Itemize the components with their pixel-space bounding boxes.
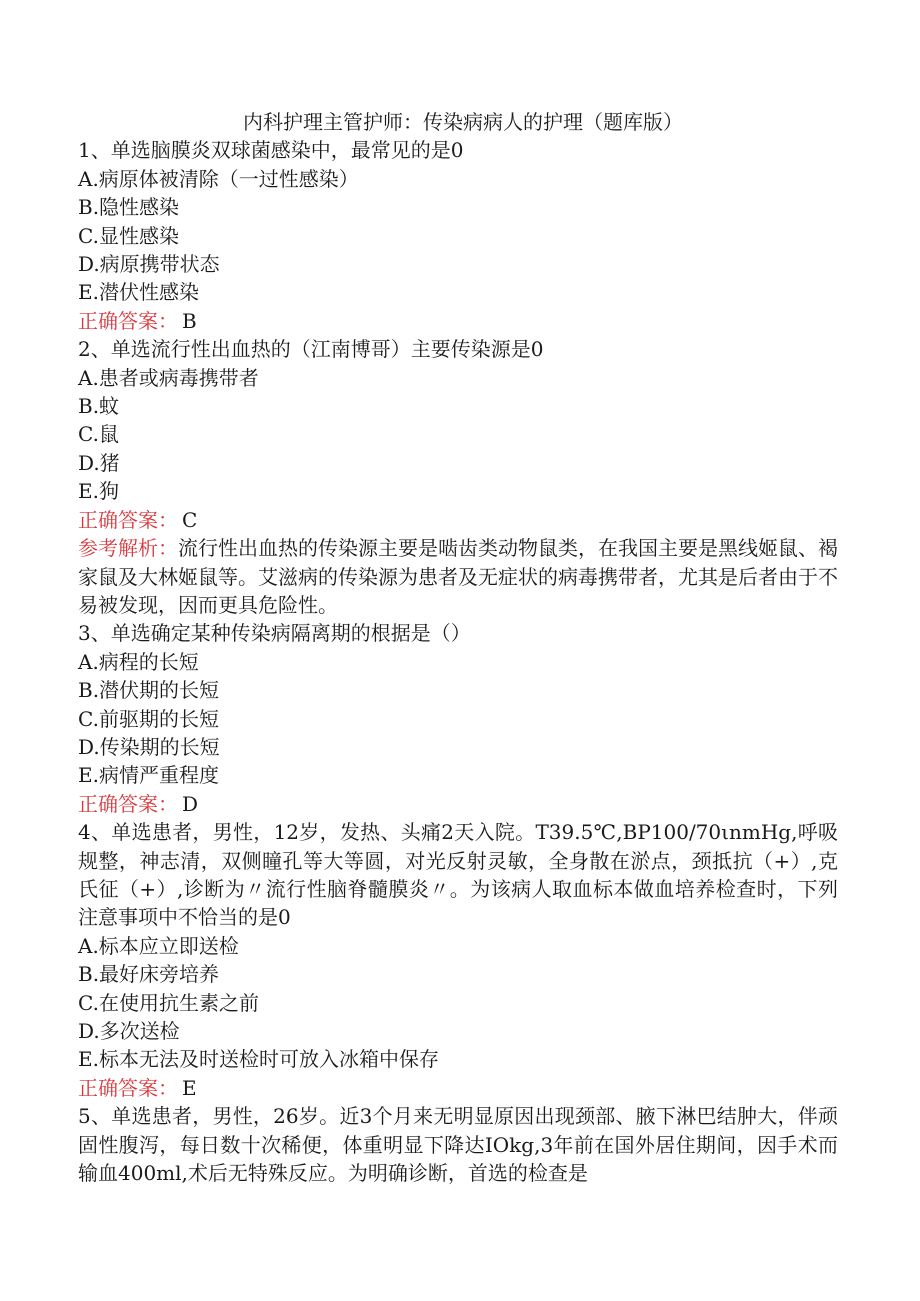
option-c: C.显性感染 bbox=[78, 223, 179, 248]
question-2 bbox=[78, 335, 838, 619]
answer-label: 正确答案： bbox=[78, 507, 178, 532]
option-d: D.传染期的长短 bbox=[78, 734, 220, 759]
answer-line bbox=[78, 1074, 838, 1102]
answer-line bbox=[78, 790, 838, 818]
option-e: E.狗 bbox=[78, 479, 119, 504]
question-stem: 4、单选患者，男性，12岁，发热、头痛2天入院。T39.5℃,BP100/70ιnmHg,呼吸规整，神志清，双侧瞳孔等大等圆，对光反射灵敏，全身散在淤点，颈抵抗（+）,克氏征（+）,诊断为〃流行性脑脊髓膜炎〃。为该病人取血标本做血培养检查时，下列注意事项中不恰当的是0 bbox=[78, 820, 838, 930]
answer-value: C bbox=[182, 507, 198, 532]
question-5 bbox=[78, 1102, 838, 1187]
option-e: E.潜伏性感染 bbox=[78, 280, 199, 305]
option-b: B.最好床旁培养 bbox=[78, 962, 220, 987]
question-4 bbox=[78, 818, 838, 1102]
question-stem: 5、单选患者，男性，26岁。近3个月来无明显原因出现颈部、腋下淋巴结肿大，伴顽固性腹泻，每日数十次稀便，体重明显下降达IOkg,3年前在国外居住期间，因手术而输血400ml,术后无特殊反应。为明确诊断，首选的检查是 bbox=[78, 1104, 838, 1186]
option-c: C.在使用抗生素之前 bbox=[78, 990, 259, 1015]
option-b: B.隐性感染 bbox=[78, 195, 180, 220]
option-c: C.前驱期的长短 bbox=[78, 706, 219, 731]
analysis-text: 流行性出血热的传染源主要是啮齿类动物鼠类，在我国主要是黑线姬鼠、褐家鼠及大林姬鼠等。艾滋病的传染源为患者及无症状的病毒携带者，尤其是后者由于不易被发现，因而更具危险性。 bbox=[78, 536, 838, 617]
document-content bbox=[78, 108, 838, 1187]
question-stem: 3、单选确定某种传染病隔离期的根据是（） bbox=[78, 621, 471, 646]
answer-label: 正确答案： bbox=[78, 1075, 178, 1100]
question-1 bbox=[78, 136, 838, 335]
answer-line bbox=[78, 307, 838, 335]
question-stem: 1、单选脑膜炎双球菌感染中，最常见的是0 bbox=[78, 138, 464, 163]
option-b: B.蚊 bbox=[78, 394, 120, 419]
answer-label: 正确答案： bbox=[78, 791, 178, 816]
document-title: 内科护理主管护师：传染病病人的护理（题库版） bbox=[243, 110, 683, 134]
option-a: A.病原体被清除（一过性感染） bbox=[78, 166, 359, 191]
answer-value: B bbox=[182, 308, 197, 333]
option-c: C.鼠 bbox=[78, 422, 119, 447]
option-e: E.标本无法及时送检时可放入冰箱中保存 bbox=[78, 1047, 439, 1072]
option-e: E.病情严重程度 bbox=[78, 763, 219, 788]
analysis-label: 参考解析： bbox=[78, 536, 178, 561]
option-d: D.多次送检 bbox=[78, 1019, 180, 1043]
analysis-paragraph bbox=[78, 534, 838, 619]
answer-value: E bbox=[182, 1075, 197, 1100]
answer-label: 正确答案： bbox=[78, 308, 178, 333]
option-b: B.潜伏期的长短 bbox=[78, 678, 220, 703]
option-a: A.患者或病毒携带者 bbox=[78, 365, 259, 390]
option-d: D.猪 bbox=[78, 450, 120, 475]
question-stem: 2、单选流行性出血热的（江南博哥）主要传染源是0 bbox=[78, 337, 544, 362]
question-3 bbox=[78, 619, 838, 818]
answer-line bbox=[78, 506, 838, 534]
option-a: A.标本应立即送检 bbox=[78, 933, 239, 958]
answer-value: D bbox=[182, 791, 199, 816]
option-a: A.病程的长短 bbox=[78, 649, 199, 674]
option-d: D.病原携带状态 bbox=[78, 252, 220, 277]
